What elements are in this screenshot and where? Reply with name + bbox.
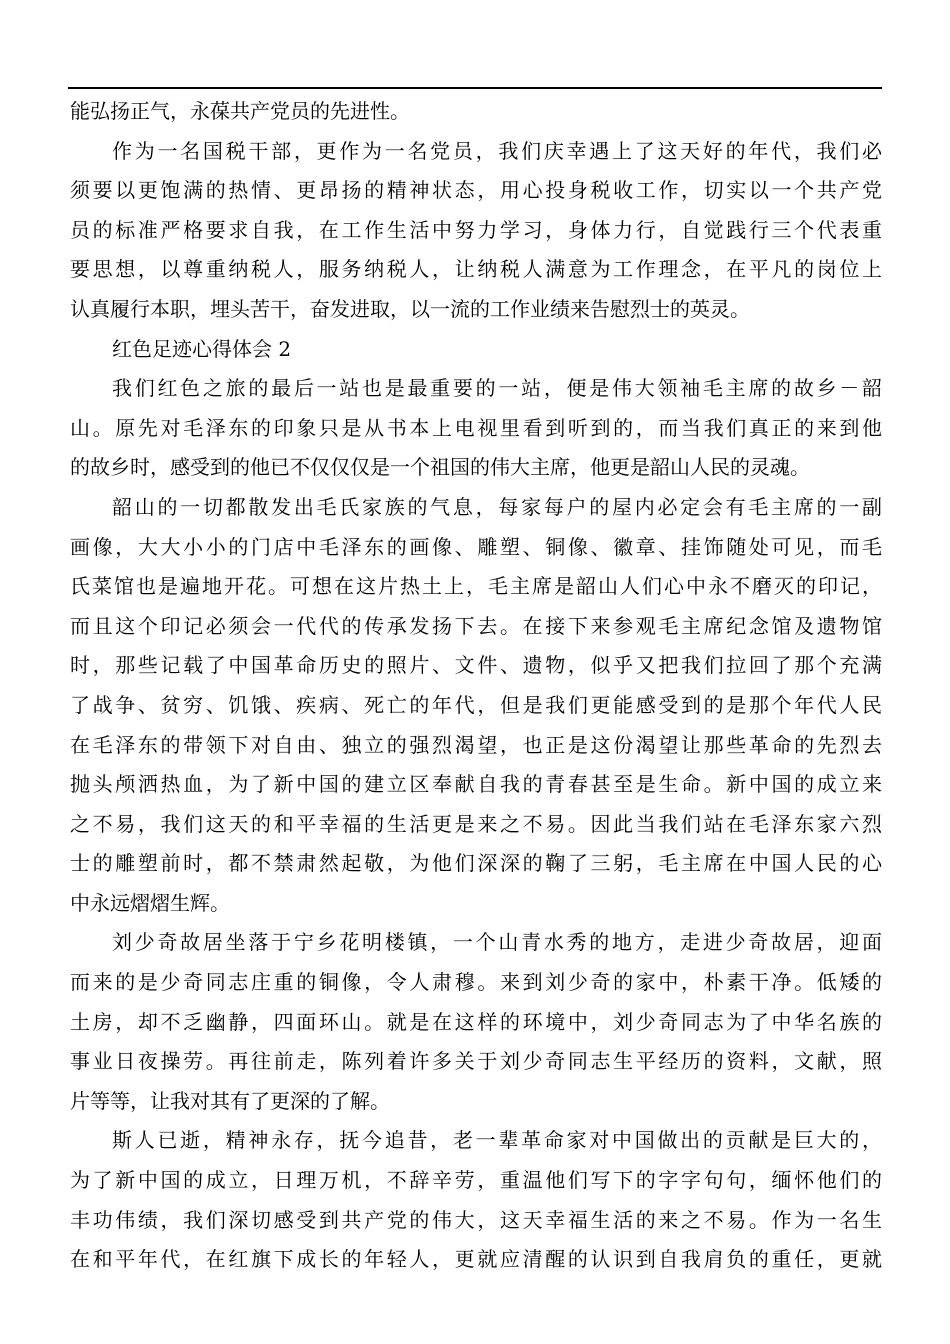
text-line: 在毛泽东的带领下对自由、独立的强烈渴望，也正是这份渴望让那些革命的先烈去	[70, 732, 882, 757]
text-line: 要思想，以尊重纳税人，服务纳税人，让纳税人满意为工作理念，在平凡的岗位上	[70, 257, 882, 282]
text-line: 了战争、贫穷、饥饿、疾病、死亡的年代，但是我们更能感受到的是那个年代人民	[70, 692, 882, 717]
text-line: 时，那些记载了中国革命历史的照片、文件、遗物，似乎又把我们拉回了那个充满	[70, 653, 882, 678]
text-line: 为了新中国的成立，日理万机，不辞辛劳，重温他们写下的字字句句，缅怀他们的	[70, 1168, 882, 1193]
text-line: 抛头颅洒热血，为了新中国的建立区奉献自我的青春甚至是生命。新中国的成立来	[70, 772, 882, 797]
paragraph-tax-cadre	[70, 132, 882, 330]
section-heading	[70, 330, 882, 370]
text-line: 丰功伟绩，我们深切感受到共产党的伟大，这天幸福生活的来之不易。作为一名生	[70, 1207, 882, 1232]
text-line: 之不易，我们这天的和平幸福的生活更是来之不易。因此当我们站在毛泽东家六烈	[70, 811, 882, 836]
text-line: 中永远熠熠生辉。	[70, 890, 230, 915]
text-line: 氏菜馆也是遍地开花。可想在这片热土上，毛主席是韶山人们心中永不磨灭的印记，	[70, 574, 882, 599]
text-line: 能弘扬正气，永葆共产党员的先进性。	[70, 99, 410, 123]
header-rule	[68, 87, 882, 89]
paragraph-liu-shaoqi	[70, 923, 882, 1121]
paragraph-shaoshan-memorial	[70, 488, 882, 924]
text-line: 斯人已逝，精神永存，抚今追昔，老一辈革命家对中国做出的贡献是巨大的，	[112, 1128, 882, 1153]
text-line: 土房，却不乏幽静，四面环山。就是在这样的环境中，刘少奇同志为了中华名族的	[70, 1009, 882, 1034]
paragraph-reflection	[70, 1121, 882, 1279]
text-line: 须要以更饱满的热情、更昂扬的精神状态，用心投身税收工作，切实以一个共产党	[70, 178, 882, 203]
heading-text: 红色足迹心得体会 2	[112, 336, 292, 361]
text-line: 片等等，让我对其有了更深的了解。	[70, 1088, 390, 1113]
text-line: 认真履行本职，埋头苦干，奋发进取，以一流的工作业绩来告慰烈士的英灵。	[70, 296, 750, 321]
paragraph-shaoshan-intro	[70, 369, 882, 488]
paragraph-continuation	[70, 92, 882, 132]
text-line: 画像，大大小小的门店中毛泽东的画像、雕塑、铜像、徽章、挂饰随处可见，而毛	[70, 534, 882, 559]
document-body	[70, 92, 882, 1280]
text-line: 事业日夜操劳。再往前走，陈列着许多关于刘少奇同志生平经历的资料，文献，照	[70, 1049, 882, 1074]
text-line: 而来的是少奇同志庄重的铜像，令人肃穆。来到刘少奇的家中，朴素干净。低矮的	[70, 970, 882, 995]
text-line: 刘少奇故居坐落于宁乡花明楼镇，一个山青水秀的地方，走进少奇故居，迎面	[112, 930, 882, 955]
text-line: 而且这个印记必须会一代代的传承发扬下去。在接下来参观毛主席纪念馆及遗物馆	[70, 613, 882, 638]
text-line: 韶山的一切都散发出毛氏家族的气息，每家每户的屋内必定会有毛主席的一副	[112, 494, 882, 519]
text-line: 士的雕塑前时，都不禁肃然起敬，为他们深深的鞠了三躬，毛主席在中国人民的心	[70, 851, 882, 876]
text-line: 的故乡时，感受到的他已不仅仅仅是一个祖国的伟大主席，他更是韶山人民的灵魂。	[70, 455, 810, 480]
text-line: 在和平年代，在红旗下成长的年轻人，更就应清醒的认识到自我肩负的重任，更就	[70, 1247, 882, 1272]
text-line: 员的标准严格要求自我，在工作生活中努力学习，身体力行，自觉践行三个代表重	[70, 217, 882, 242]
text-line: 山。原先对毛泽东的印象只是从书本上电视里看到听到的，而当我们真正的来到他	[70, 415, 882, 440]
text-line: 我们红色之旅的最后一站也是最重要的一站，便是伟大领袖毛主席的故乡－韶	[112, 376, 882, 401]
text-line: 作为一名国税干部，更作为一名党员，我们庆幸遇上了这天好的年代，我们必	[112, 138, 882, 163]
